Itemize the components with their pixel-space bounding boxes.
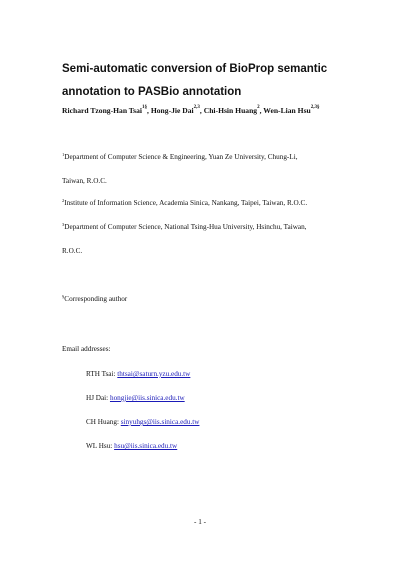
- email-label: WL Hsu:: [86, 442, 115, 450]
- email-label: RTH Tsai:: [86, 370, 118, 378]
- affiliation-number: 2: [62, 198, 65, 203]
- affiliation-number: 3: [62, 222, 65, 227]
- email-heading: Email addresses:: [62, 345, 111, 353]
- corresponding-text: Corresponding author: [64, 295, 128, 303]
- affiliation-text: Department of Computer Science, National Tsing-Hua University, Hsinchu, Taiwan,: [64, 223, 307, 231]
- corresponding-mark: §: [62, 294, 65, 299]
- author-name: Richard Tzong-Han Tsai: [62, 106, 143, 115]
- email-entry: [86, 442, 177, 450]
- author-name: Chi-Hsin Huang: [203, 106, 258, 115]
- affiliation-2: [62, 199, 307, 207]
- author-affiliation-mark: 2: [257, 105, 260, 110]
- page-number: - 1 -: [194, 518, 206, 526]
- email-link[interactable]: sinyuhgs@iis.sinica.edu.tw: [120, 418, 200, 426]
- paper-title-line-1: Semi-automatic conversion of BioProp semantic: [62, 63, 328, 75]
- email-entry: [86, 370, 190, 378]
- affiliation-number: 1: [62, 152, 65, 157]
- affiliation-text: Department of Computer Science & Engineering, Yuan Ze University, Chung-Li,: [64, 153, 298, 161]
- email-link[interactable]: thtsai@saturn.yzu.edu.tw: [117, 370, 191, 378]
- author-separator: ,: [199, 106, 204, 115]
- author-separator: ,: [147, 106, 151, 115]
- author-name: Hong-Jie Dai: [150, 106, 194, 115]
- corresponding-author-note: [62, 295, 127, 303]
- email-link[interactable]: hsu@iis.sinica.edu.tw: [114, 442, 178, 450]
- author-separator: ,: [259, 106, 264, 115]
- affiliation-1-continuation: Taiwan, R.O.C.: [62, 177, 107, 185]
- affiliation-text: Institute of Information Science, Academia Sinica, Nankang, Taipei, Taiwan, R.O.C.: [64, 199, 308, 207]
- author-list: [62, 106, 320, 115]
- author-name: Wen-Lian Hsu: [263, 106, 311, 115]
- affiliation-3: [62, 223, 306, 231]
- email-label: HJ Dai:: [86, 394, 110, 402]
- author-affiliation-mark: 2,3§: [310, 105, 320, 110]
- email-label: CH Huang:: [86, 418, 121, 426]
- paper-title-line-2: annotation to PASBio annotation: [62, 86, 242, 98]
- email-entry: [86, 418, 199, 426]
- author-affiliation-mark: 1§: [142, 105, 148, 110]
- email-link[interactable]: hongjie@iis.sinica.edu.tw: [109, 394, 185, 402]
- email-entry: [86, 394, 185, 402]
- affiliation-3-continuation: R.O.C.: [62, 247, 83, 255]
- author-affiliation-mark: 2,3: [193, 105, 200, 110]
- affiliation-1: [62, 153, 298, 161]
